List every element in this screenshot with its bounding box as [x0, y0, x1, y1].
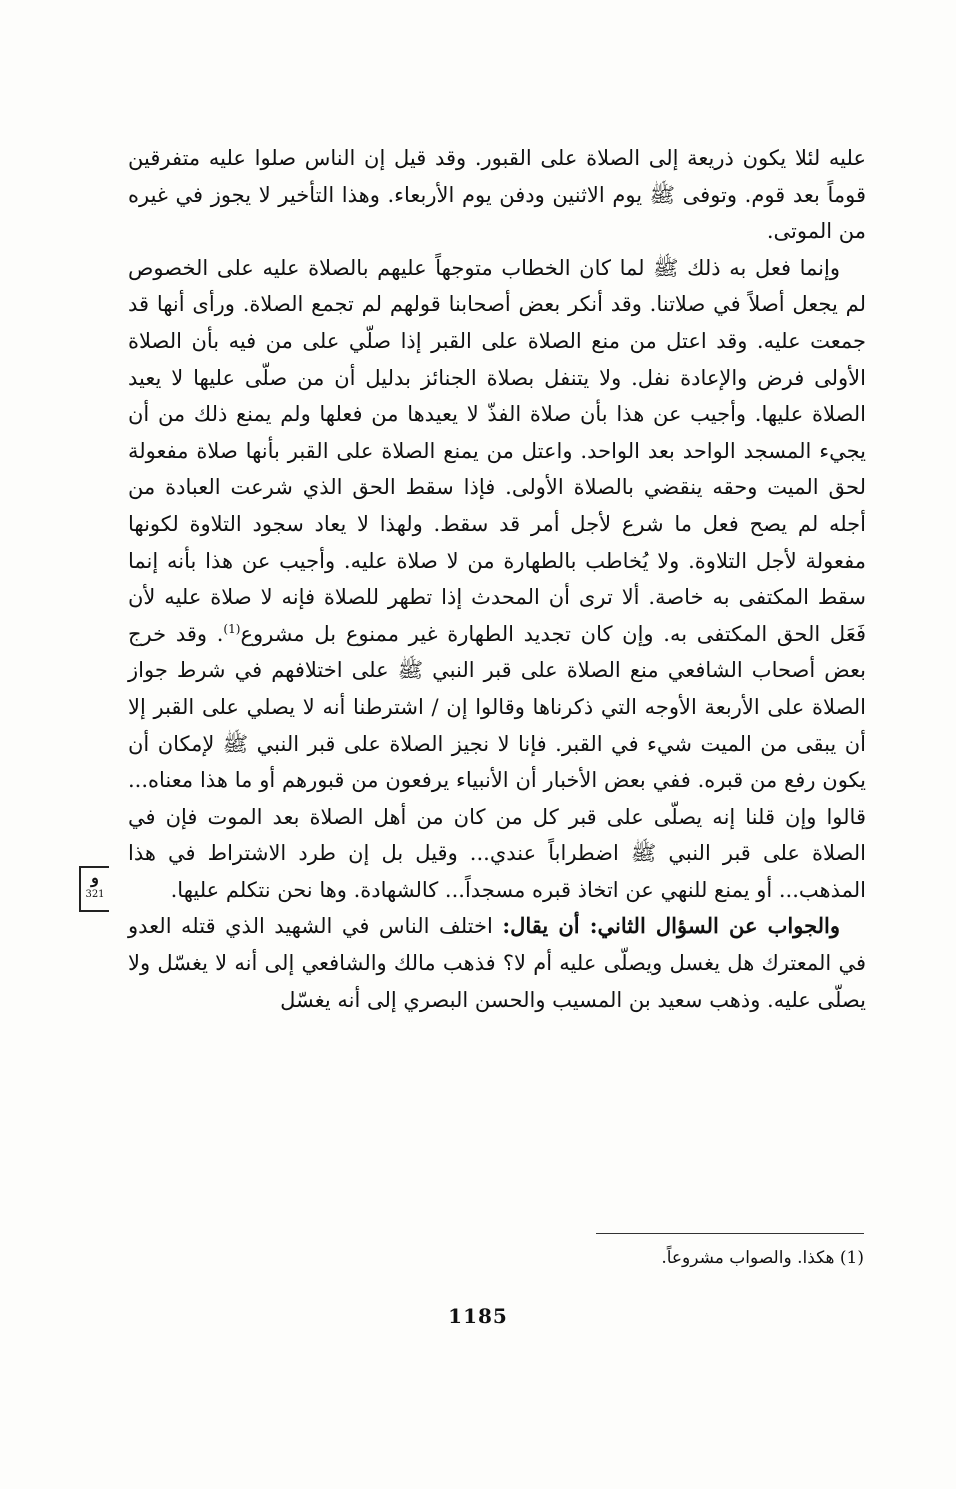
paragraph-3-text: اختلف الناس في الشهيد الذي قتله العدو في المعترك هل يغسل ويصلّى عليه أم لا؟ فذهب مالك والشافعي إلى أنه لا يغسّل ولا يصلّى عليه. وذهب سعيد بن المسيب والحسن البصري إلى أنه يغسّل [128, 914, 866, 1012]
folio-number: 321 [85, 889, 105, 900]
paragraph-2-text: وإنما فعل به ذلك ﷺ لما كان الخطاب متوجهاً عليهم بالصلاة عليه على الخصوص لم يجعل أصلاً في صلاتنا. وقد أنكر بعض أصحابنا قولهم لم تجمع الصلاة. ورأى أنها قد جمعت عليه. وقد اعتل من منع الصلاة على القبر إذا صلّي على من فيه بأن الصلاة الأولى فرض والإعادة نفل. ولا يتنفل بصلاة الجنائز بدليل أن من صلّى عليها لا يعيد الصلاة عليها. وأجيب عن هذا بأن صلاة الفذّ لا يعيدها من فعلها ولم يمنع ذلك من أن يجيء المسجد الواحد بعد الواحد. واعتل من يمنع الصلاة على القبر بأنها صلاة مفعولة لحق الميت وحقه ينقضي بالصلاة الأولى. فإذا سقط الحق الذي شرعت العبادة من أجله لم يصح فعل ما شرع لأجل أمر قد سقط. ولهذا لا يعاد سجود التلاوة لكونها مفعولة لأجل التلاوة. ولا يُخاطب بالطهارة من لا صلاة عليه. وأجيب عن هذا بأنه إنما سقط المكتفى به خاصة. ألا ترى أن المحدث إذا تطهر للصلاة فإنه لا صلاة عليه لأن فَعَل الحق المكتفى به. وإن كان تجديد الطهارة غير ممنوع بل مشروع [128, 255, 866, 646]
paragraph-1-text: عليه لئلا يكون ذريعة إلى الصلاة على القبور. وقد قيل إن الناس صلوا عليه متفرقين قوماً بعد قوم. وتوفى ﷺ يوم الاثنين ودفن يوم الأربعاء. وهذا التأخير لا يجوز في غيره من الموتى. [128, 146, 866, 244]
footnote-text: هكذا. والصواب مشروعاً. [661, 1248, 835, 1268]
page-number: 1185 [448, 1304, 508, 1328]
paragraph-3-lead: والجواب عن السؤال الثاني: أن يقال: [502, 913, 841, 939]
main-text [128, 140, 866, 1018]
footnote [470, 1245, 864, 1271]
paragraph-3 [128, 908, 866, 1018]
paragraph-2-continuation: . وقد خرج بعض أصحاب الشافعي منع الصلاة على قبر النبي ﷺ على اختلافهم في شرط جواز الصلاة على الأربعة الأوجه التي ذكرناها وقالوا إن / اشترطنا أنه لا يصلي على القبر إلا أن يبقى من الميت شيء في القبر. فإنا لا نجيز الصلاة على قبر النبي ﷺ لإمكان أن يكون رفع من قبره. ففي بعض الأخبار أن الأنبياء يرفعون من قبورهم أو ما هذا معناه... قالوا وإن قلنا إنه يصلّى على قبر كل من كان من أهل الصلاة بعد الموت فإن في الصلاة على قبر النبي ﷺ اضطراباً عندي... وقيل بل إن طرد الاشتراط في هذا المذهب... أو يمنع للنهي عن اتخاذ قبره مسجداً... كالشهادة. وها نحن نتكلم عليها. [128, 621, 866, 902]
footnote-reference: (1) [223, 621, 241, 636]
paragraph-2 [128, 250, 866, 909]
footnote-divider [596, 1233, 864, 1234]
paragraph-1 [128, 140, 866, 250]
footnote-marker: (1) [839, 1248, 864, 1268]
folio-letter: و [91, 868, 99, 887]
manuscript-folio-marker [79, 866, 109, 912]
